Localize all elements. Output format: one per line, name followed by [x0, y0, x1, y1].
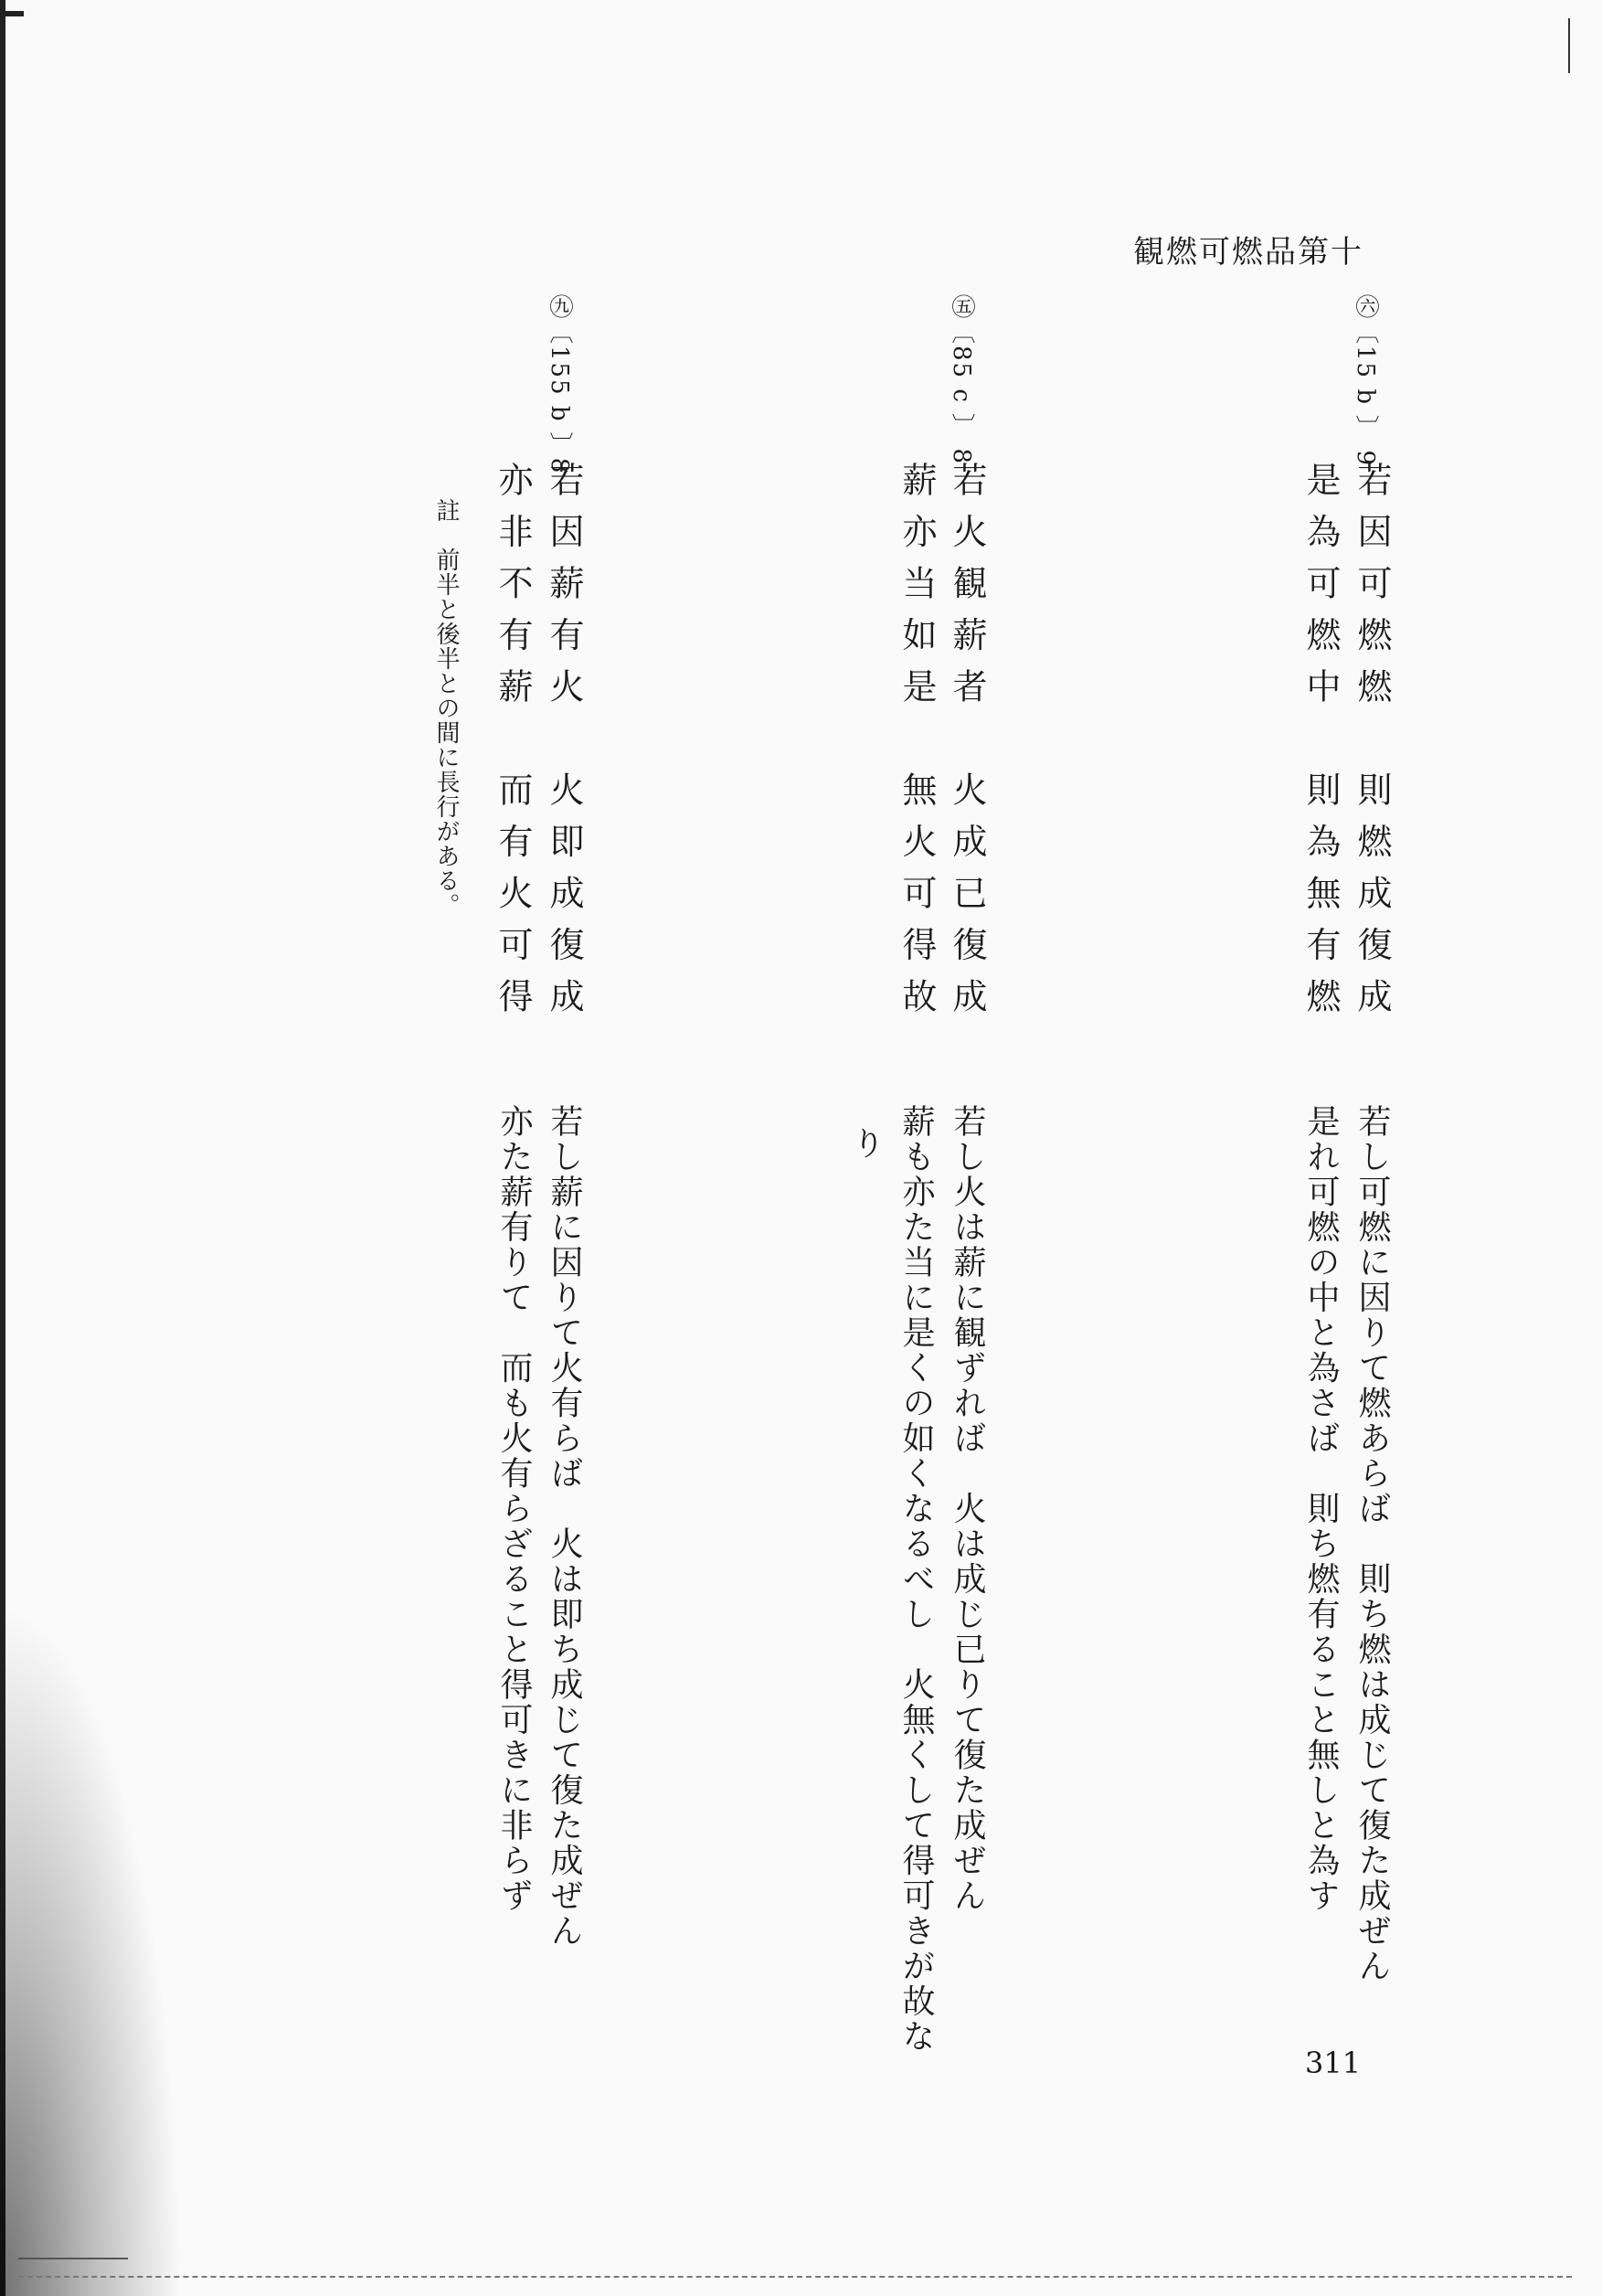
verse-line: 若因可燃燃 則燃成復成 — [1352, 462, 1392, 1030]
verse-line: 若火観薪者 火成已復成 — [947, 462, 987, 1030]
bottom-rule-short — [18, 2258, 128, 2259]
reading-line: 若し火は薪に観ずれば 火は成じ已りて復た成ぜん — [949, 1104, 986, 1914]
running-title: 観燃可燃品第十 — [1133, 234, 1363, 271]
verse-reference: ㊄〔85 c 〕 8 — [948, 294, 975, 465]
reading-line: 亦た薪有りて 而も火有らざること得可きに非らず — [495, 1104, 533, 1914]
verse-reference: ㊅〔15 b 〕 9 — [1352, 294, 1379, 468]
verse-line: 是為可燃中 則為無有燃 — [1300, 462, 1341, 1030]
reading-line: 若し薪に因りて火有らば 火は即ち成じて復た成ぜん — [546, 1104, 583, 1949]
reading-line: 是れ可燃の中と為さば 則ち燃有ること無しと為す — [1302, 1104, 1340, 1914]
scan-shadow — [0, 1600, 183, 2296]
reading-line: り — [847, 1126, 885, 1162]
reading-line: 若し可燃に因りて燃あらば 則ち燃は成じて復た成ぜん — [1353, 1104, 1391, 1984]
page-number: 311 — [1305, 2046, 1362, 2080]
note: 註 前半と後半との間に長行がある。 — [432, 498, 460, 918]
reading-line: 薪も亦た当に是くの如くなるべし 火無くして得可きが故な — [897, 1104, 935, 2055]
verse-line: 薪亦当如是 無火可得故 — [896, 462, 937, 1030]
verse-line: 亦非不有薪 而有火可得 — [493, 462, 533, 1030]
bottom-rule — [18, 2276, 1572, 2278]
scan-edge-mark — [0, 11, 24, 16]
verse-line: 若因薪有火 火即成復成 — [544, 462, 584, 1030]
margin-mark — [1568, 18, 1570, 73]
verse-reference: ㊈〔155 b 〕8 — [546, 294, 573, 475]
